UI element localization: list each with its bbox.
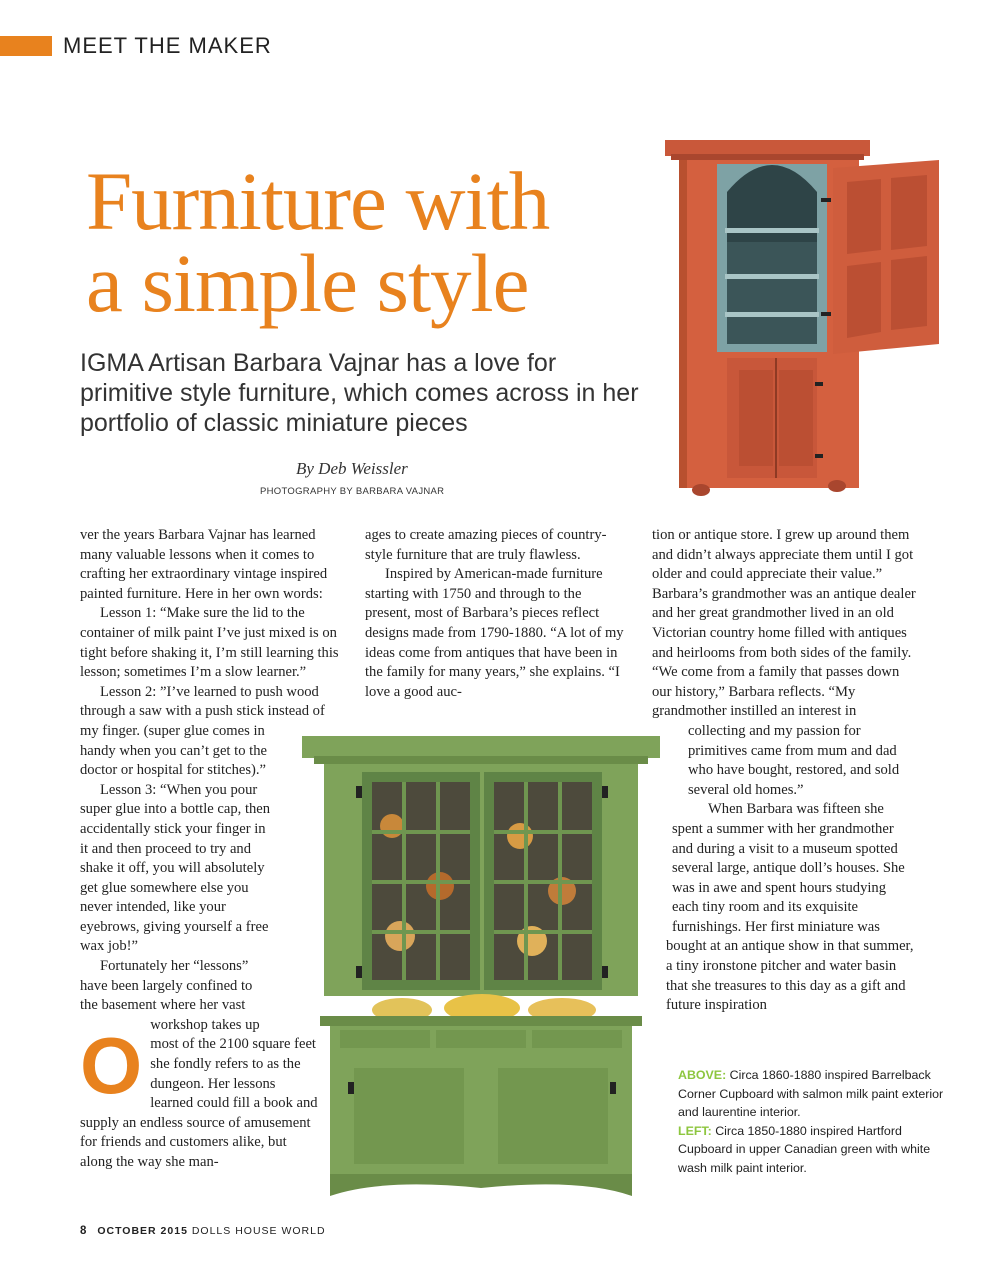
headline-line-1: Furniture with	[86, 155, 550, 247]
body-paragraph: Lesson 1: “Make sure the lid to the container of milk paint I’ve just mixed is on tight before shaking it, I’m still learning this lesson; sometimes I’m a slow learner.”	[80, 605, 339, 681]
page-footer	[80, 1225, 326, 1237]
body-column-2	[365, 526, 630, 702]
magazine-name: DOLLS HOUSE WORLD	[191, 1225, 326, 1237]
caption-above-text: Circa 1860-1880 inspired Barrelback Corner Cupboard with salmon milk paint exterior and laurentine interior.	[678, 1068, 944, 1120]
drop-cap: O	[80, 1021, 143, 1110]
issue-date: OCTOBER 2015	[97, 1225, 188, 1237]
body-paragraph: ages to create amazing pieces of country-style furniture that are truly flawless.	[365, 527, 607, 563]
photo-captions	[678, 1066, 948, 1178]
body-column-3	[652, 526, 916, 1032]
caption-left-key: LEFT:	[678, 1123, 712, 1138]
section-color-bar	[0, 36, 52, 56]
body-paragraph: ver the years Barbara Vajnar has learned many valuable lessons when it comes to crafting her extraordinary vintage inspired painted furniture. Here in her own words:	[80, 527, 328, 602]
body-paragraph: tion or antique store. I grew up around them and didn’t always appreciate them until I got older and could appreciate their value.” Barbara’s grandmother was an antique dealer and her great grandmother lived in an old Victorian country home filled with antiques and heirlooms from both sides of the family. “We come from a family that passes down our history,” Barbara reflects. “My grandmother instilled an interest in collecting and my passion for primitives came from mum and dad who have bought, restored, and sold several old homes.”	[652, 527, 916, 798]
caption-left-text: Circa 1850-1880 inspired Hartford Cupboard in upper Canadian green with white wash milk paint interior.	[678, 1123, 931, 1175]
photo-credit: PHOTOGRAPHY BY BARBARA VAJNAR	[260, 486, 445, 497]
caption-left	[678, 1122, 948, 1178]
corner-cupboard-image	[655, 132, 945, 502]
body-paragraph: Lesson 3: “When you pour super glue into a bottle cap, then accidentally stick your finger in it and then proceed to try and shake it off, you will absolutely get glue somewhere else you never intended, like your eyebrows, giving yourself a free wax job!”	[80, 781, 271, 955]
body-column-1	[80, 526, 343, 1190]
headline	[86, 155, 686, 329]
section-label: MEET THE MAKER	[63, 33, 272, 58]
caption-above-key: ABOVE:	[678, 1068, 727, 1082]
body-paragraph: Inspired by American-made furniture starting with 1750 and through to the present, most of Barbara’s pieces reflect designs made from 1790-1880. “A lot of my ideas come from antiques that have been in the family for many years,” she explains. “I love a good auc-	[365, 566, 624, 700]
caption-above	[678, 1066, 948, 1122]
body-paragraph: Fortunately her “lessons” have been largely confined to the basement where her vast workshop takes up most of the 2100 square feet she fondly refers to as the dungeon. Her lessons learned could fill a book and supply an endless source of amusement for friends and customers alike, but along the way she man-	[80, 958, 318, 1170]
byline: By Deb Weissler	[296, 459, 408, 478]
page-number: 8	[80, 1225, 88, 1237]
hutch-cupboard-image	[300, 726, 662, 1204]
body-paragraph: When Barbara was fifteen she spent a summer with her grandmother and during a visit to a museum spotted several large, antique doll’s houses. She was in awe and spent hours studying each tiny room and its exquisite furnishings. Her first miniature was bought at an antique show in that summer, a tiny ironstone pitcher and water basin that she treasures to this day as a gift and future inspiration	[666, 801, 914, 1014]
deck: IGMA Artisan Barbara Vajnar has a love for primitive style furniture, which comes across in her portfolio of classic miniature pieces	[80, 349, 639, 437]
body-paragraph: Lesson 2: ”I’ve learned to push wood through a saw with a push stick instead of my finger. (super glue comes in handy when you can’t get to the doctor or hospital for stitches).”	[80, 683, 325, 779]
headline-line-2: a simple style	[86, 237, 529, 329]
